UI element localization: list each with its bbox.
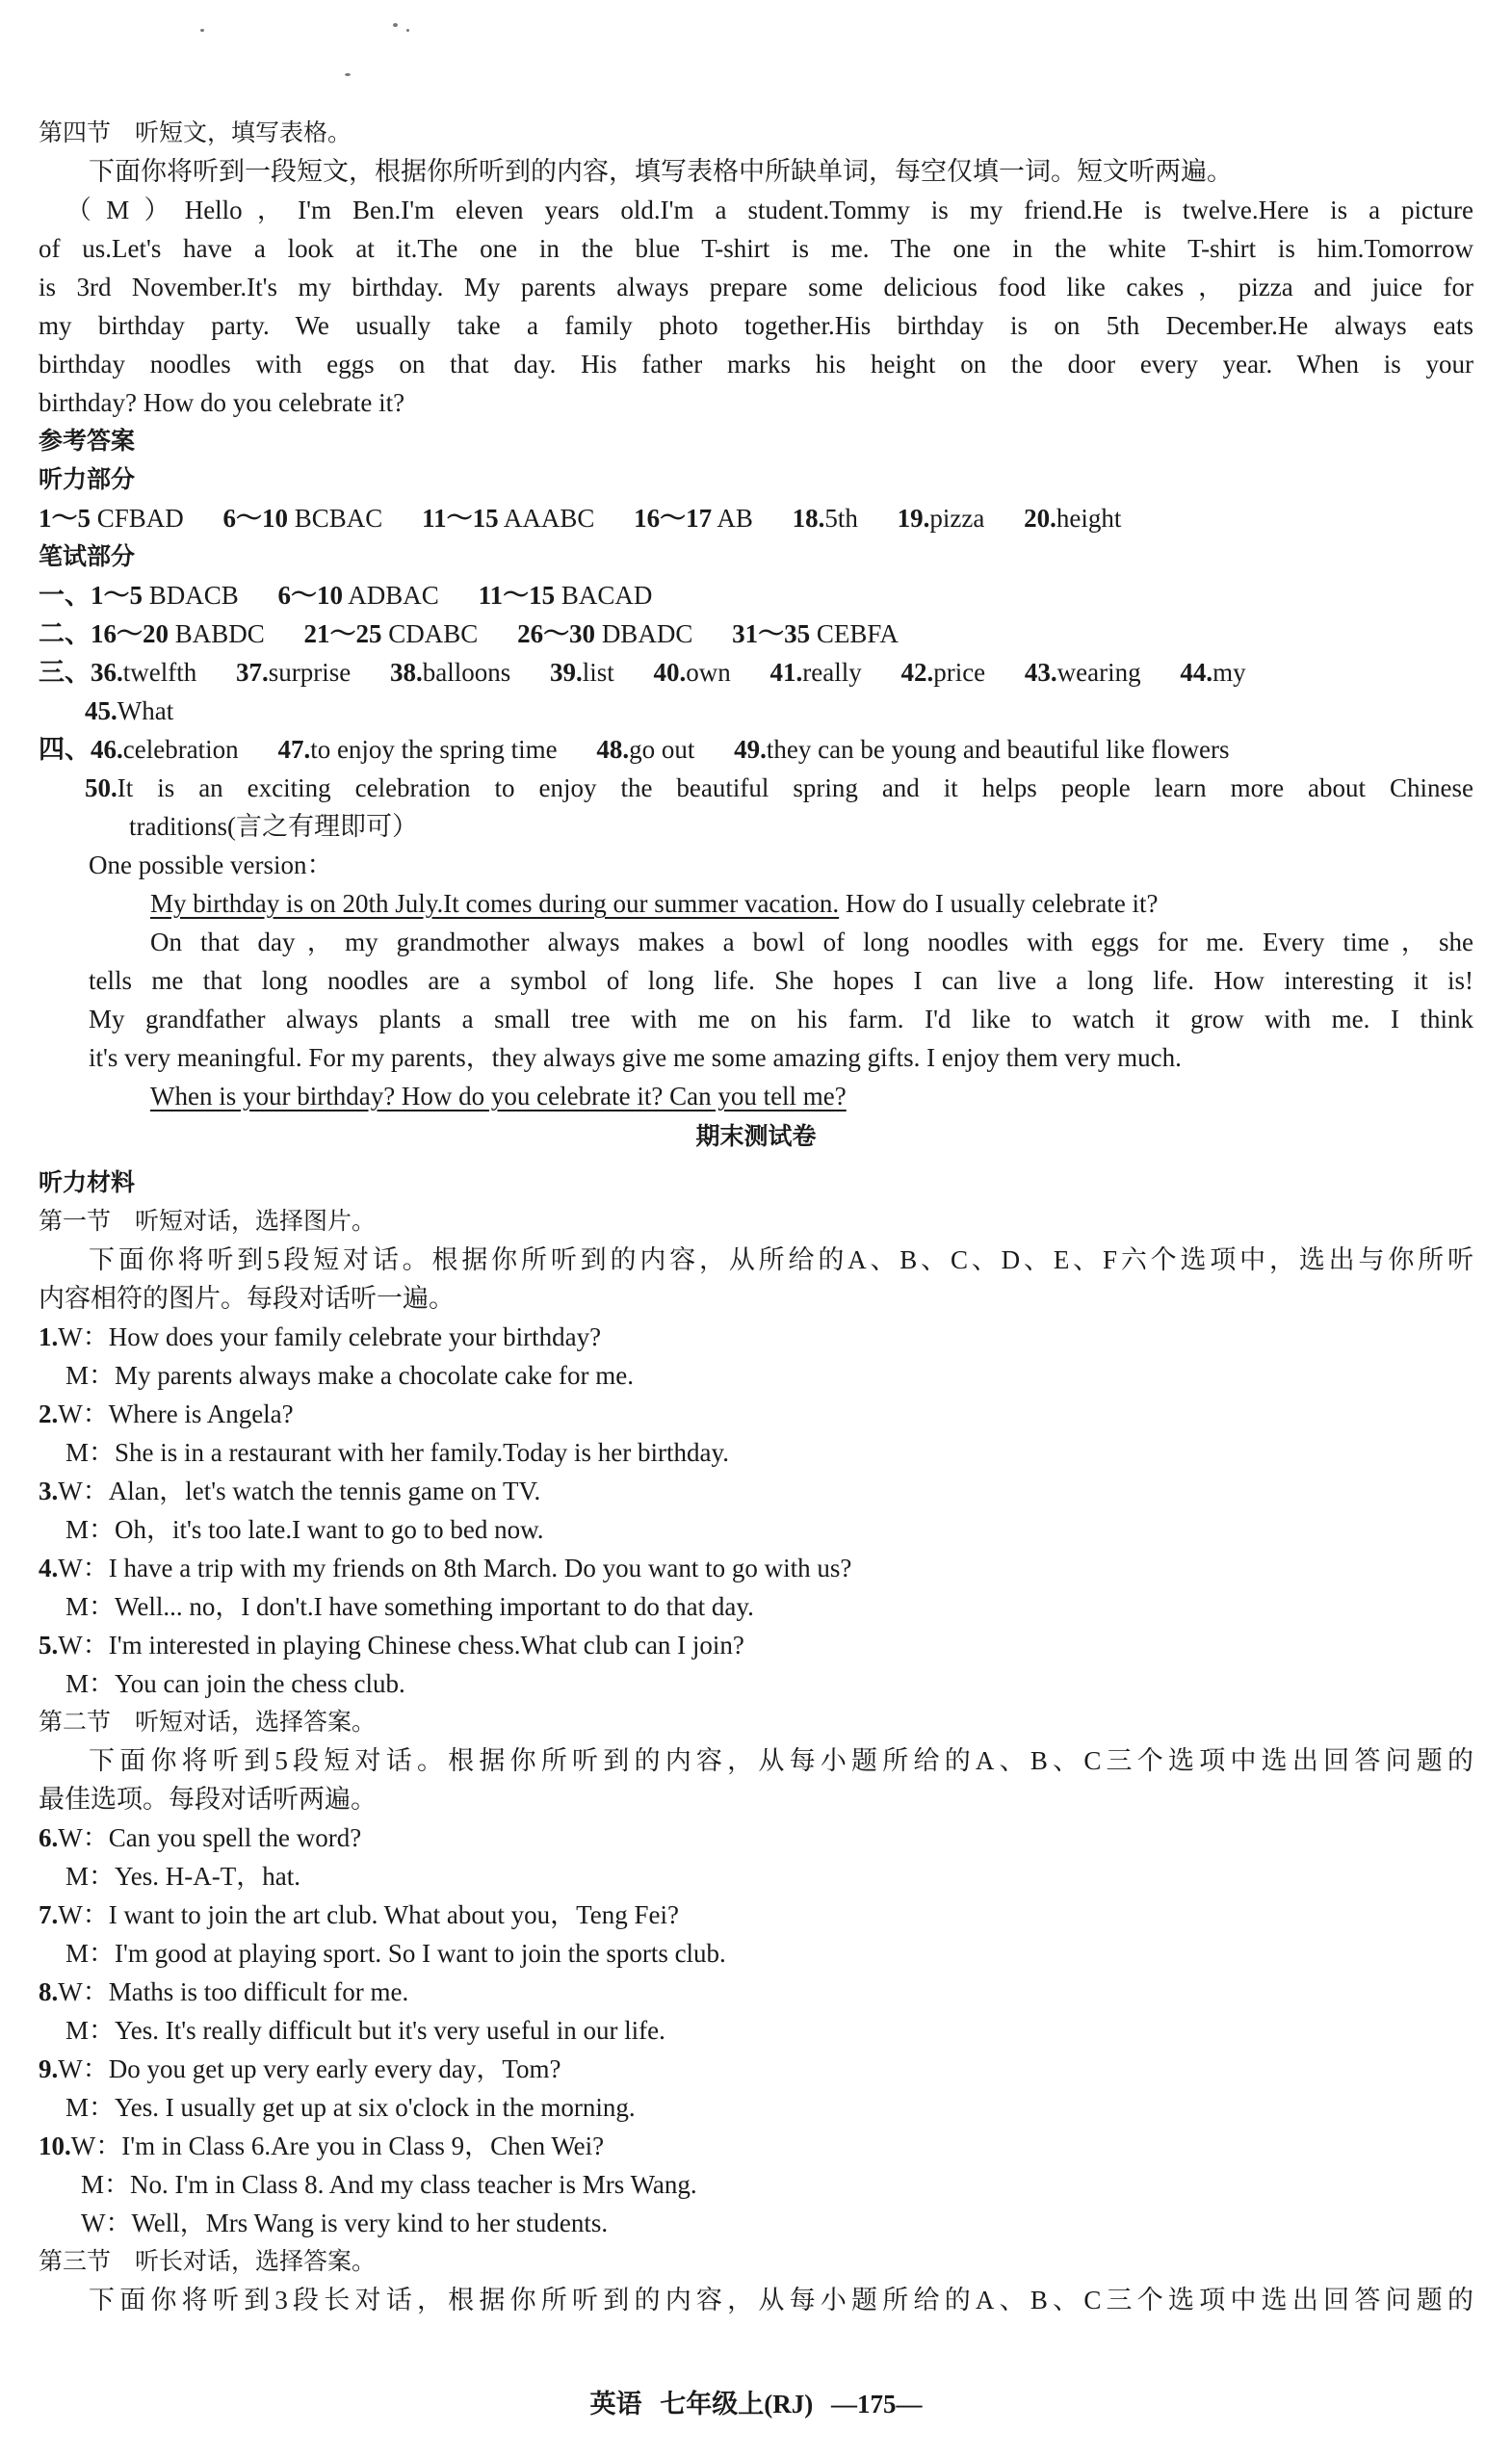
dialogue-line: W：Well，Mrs Wang is very kind to her students. bbox=[81, 2209, 609, 2237]
footer-subject: 英语 bbox=[589, 2390, 642, 2419]
passage-line: birthday? How do you celebrate it? bbox=[39, 388, 405, 417]
instruction-text: 内容相符的图片。每段对话听一遍。 bbox=[39, 1284, 455, 1313]
answer-number: 20. bbox=[1024, 504, 1056, 533]
answer-number: 19. bbox=[897, 504, 930, 533]
answer-value: own bbox=[686, 658, 731, 687]
section-heading: 第三节 听长对话，选择答案。 bbox=[39, 2247, 377, 2275]
answer-value: twelfth bbox=[122, 658, 197, 687]
writing-answers-row bbox=[39, 614, 1473, 653]
dialogue-line: M：No. I'm in Class 8. And my class teacher is Mrs Wang. bbox=[81, 2170, 697, 2199]
answer-number: 42. bbox=[900, 658, 934, 687]
essay-line: On that day，my grandmother always makes a bowl of long noodles with eggs for me. Every time，she bbox=[150, 928, 1473, 956]
answer-number: 43. bbox=[1024, 658, 1057, 687]
writing-answers-row bbox=[85, 769, 1473, 807]
answer-value: DBADC bbox=[601, 619, 693, 648]
underlined-sentence: My birthday is on 20th July.It comes during our summer vacation. bbox=[150, 889, 840, 918]
dialogue-text: W：How does your family celebrate your birthday? bbox=[58, 1322, 602, 1351]
essay-line bbox=[150, 1077, 1473, 1115]
question-number: 2. bbox=[39, 1399, 59, 1428]
essay-line bbox=[150, 884, 1473, 923]
dialogue-line: M：Yes. It's really difficult but it's very useful in our life. bbox=[65, 2016, 665, 2045]
dialogue-text: W：I'm interested in playing Chinese chess.What club can I join? bbox=[58, 1631, 744, 1660]
dialogue-line bbox=[39, 1973, 1473, 2011]
answer-value: What bbox=[117, 696, 174, 725]
passage-line: of us.Let's have a look at it.The one in the blue T-shirt is me. The one in the white T-shirt is him.Tomorrow bbox=[39, 234, 1473, 263]
dialogue-text: W：Do you get up very early every day，Tom? bbox=[58, 2054, 561, 2083]
dialogue-line bbox=[39, 1395, 1473, 1433]
answer-value: go out bbox=[629, 735, 695, 764]
dialogue-line: M：She is in a restaurant with her family.Today is her birthday. bbox=[65, 1438, 729, 1467]
footer-grade: 七年级上(RJ) bbox=[660, 2390, 814, 2419]
essay-sentence: How do I usually celebrate it? bbox=[845, 889, 1159, 918]
answer-number: 45. bbox=[85, 696, 117, 725]
writing-answers-row bbox=[85, 692, 1473, 730]
dialogue-line bbox=[39, 2050, 1473, 2088]
dialogue-line: M：Well... no，I don't.I have something important to do that day. bbox=[65, 1592, 754, 1621]
answer-value: height bbox=[1056, 504, 1122, 533]
dialogue-line: M：My parents always make a chocolate cake for me. bbox=[65, 1361, 635, 1390]
final-test-title: 期末测试卷 bbox=[695, 1122, 817, 1150]
answer-number: 40. bbox=[653, 658, 687, 687]
dialogue-line bbox=[39, 1896, 1473, 1934]
answer-range: 1～5 bbox=[39, 504, 91, 533]
passage-line: is 3rd November.It's my birthday. My parents always prepare some delicious food like cakes，pizza and juice for bbox=[39, 273, 1473, 301]
section-heading: 第二节 听短对话，选择答案。 bbox=[39, 1708, 377, 1736]
writing-answers-row bbox=[39, 576, 1473, 614]
dialogue-line bbox=[39, 1626, 1473, 1664]
answer-value: they can be young and beautiful like flowers bbox=[766, 735, 1230, 764]
dialogue-line bbox=[39, 2127, 1473, 2165]
question-number: 8. bbox=[39, 1977, 59, 2006]
answer-value: BDACB bbox=[148, 581, 239, 610]
passage-line: birthday noodles with eggs on that day. His father marks his height on the door every year. When is your bbox=[39, 350, 1473, 379]
dialogue-text: W：I'm in Class 6.Are you in Class 9，Chen Wei? bbox=[70, 2131, 605, 2160]
dialogue-line: M：Oh，it's too late.I want to go to bed now. bbox=[65, 1515, 544, 1544]
answer-value: It is an exciting celebration to enjoy the beautiful spring and it helps people learn more about Chinese bbox=[117, 773, 1473, 802]
dialogue-line bbox=[39, 1472, 1473, 1510]
sample-essay-label: One possible version： bbox=[89, 850, 333, 879]
answer-number: 47. bbox=[277, 735, 311, 764]
question-number: 3. bbox=[39, 1477, 59, 1505]
page-footer bbox=[0, 2383, 1512, 2420]
answer-number: 39. bbox=[549, 658, 583, 687]
scan-specks bbox=[200, 19, 431, 87]
dialogue-text: W：I want to join the art club. What about you，Teng Fei? bbox=[58, 1900, 679, 1929]
listening-part-heading: 听力部分 bbox=[39, 465, 136, 493]
answer-value: celebration bbox=[122, 735, 239, 764]
answer-value: balloons bbox=[422, 658, 511, 687]
answer-number: 44. bbox=[1180, 658, 1213, 687]
essay-line: My grandfather always plants a small tree with me on his farm. I'd like to watch it grow with me. I think bbox=[89, 1005, 1473, 1033]
dialogue-text: W：Can you spell the word? bbox=[58, 1823, 362, 1852]
answer-value: ADBAC bbox=[348, 581, 439, 610]
answer-number: 48. bbox=[596, 735, 630, 764]
answer-value: CFBAD bbox=[96, 504, 184, 533]
answer-value: list bbox=[582, 658, 614, 687]
listening-material-heading: 听力材料 bbox=[39, 1168, 136, 1196]
answer-range: 11～15 bbox=[422, 504, 499, 533]
dialogue-line: M：You can join the chess club. bbox=[65, 1669, 405, 1698]
dialogue-text: W：Where is Angela? bbox=[58, 1399, 294, 1428]
dialogue-line: M：Yes. I usually get up at six o'clock in the morning. bbox=[65, 2093, 636, 2122]
dialogue-line bbox=[39, 1549, 1473, 1587]
question-number: 1. bbox=[39, 1322, 59, 1351]
question-number: 4. bbox=[39, 1554, 59, 1582]
instruction-text: 下面你将听到一段短文，根据你所听到的内容，填写表格中所缺单词，每空仅填一词。短文听两遍。 bbox=[89, 157, 1233, 186]
answer-value: really bbox=[802, 658, 862, 687]
answer-value: wearing bbox=[1056, 658, 1141, 687]
writing-answers-row bbox=[39, 653, 1473, 692]
answer-value: my bbox=[1212, 658, 1246, 687]
answer-range: 21～25 bbox=[303, 619, 382, 648]
answer-number: 18. bbox=[792, 504, 825, 533]
underlined-sentence: When is your birthday? How do you celebrate it? Can you tell me? bbox=[150, 1082, 847, 1111]
answer-value: surprise bbox=[268, 658, 352, 687]
answer-value: BACAD bbox=[560, 581, 653, 610]
answer-range: 16～17 bbox=[634, 504, 713, 533]
answer-number: 50. bbox=[85, 773, 117, 802]
instruction-text: 下面你将听到5段短对话。根据你所听到的内容，从每小题所给的A、B、C三个选项中选出回答问题的 bbox=[89, 1746, 1473, 1775]
answers-heading: 参考答案 bbox=[39, 427, 136, 455]
answer-range: 11～15 bbox=[478, 581, 556, 610]
dialogue-text: W：Maths is too difficult for me. bbox=[58, 1977, 409, 2006]
answer-number: 38. bbox=[389, 658, 423, 687]
dialogue-line: M：Yes. H-A-T，hat. bbox=[65, 1862, 301, 1891]
answer-range: 6～10 bbox=[222, 504, 289, 533]
section-heading: 第四节 听短文，填写表格。 bbox=[39, 118, 352, 146]
answer-value: pizza bbox=[929, 504, 985, 533]
answer-value: to enjoy the spring time bbox=[310, 735, 558, 764]
answer-range: 26～30 bbox=[517, 619, 596, 648]
instruction-text: 下面你将听到5段短对话。根据你所听到的内容，从所给的A、B、C、D、E、F六个选项中，选出与你所听 bbox=[89, 1245, 1473, 1274]
answer-range: 6～10 bbox=[277, 581, 344, 610]
page-number: —175— bbox=[830, 2390, 923, 2419]
answer-number: 41. bbox=[769, 658, 803, 687]
answer-value: BCBAC bbox=[294, 504, 383, 533]
question-number: 9. bbox=[39, 2054, 59, 2083]
answer-number: 三、36. bbox=[39, 658, 123, 687]
question-number: 5. bbox=[39, 1631, 59, 1660]
essay-line: it's very meaningful. For my parents，they always give me some amazing gifts. I enjoy them very much. bbox=[89, 1043, 1182, 1072]
instruction-text: 下面你将听到3段长对话，根据你所听到的内容，从每小题所给的A、B、C三个选项中选出回答问题的 bbox=[89, 2286, 1473, 2314]
passage-line: （M）Hello，I'm Ben.I'm eleven years old.I'm a student.Tommy is my friend.He is twelve.Here is a picture bbox=[65, 196, 1473, 224]
question-number: 6. bbox=[39, 1823, 59, 1852]
answer-number: 四、46. bbox=[39, 735, 123, 764]
answer-number: 37. bbox=[235, 658, 269, 687]
writing-part-heading: 笔试部分 bbox=[39, 542, 136, 570]
answer-value: BABDC bbox=[174, 619, 265, 648]
dialogue-line bbox=[39, 1318, 1473, 1356]
question-number: 10. bbox=[39, 2131, 71, 2160]
answer-continuation: traditions(言之有理即可） bbox=[129, 812, 418, 841]
answer-value: CDABC bbox=[388, 619, 479, 648]
passage-line: my birthday party. We usually take a family photo together.His birthday is on 5th December.He always eats bbox=[39, 311, 1473, 340]
answer-value: AAABC bbox=[503, 504, 595, 533]
dialogue-text: W：Alan，let's watch the tennis game on TV. bbox=[58, 1477, 541, 1505]
instruction-text: 最佳选项。每段对话听两遍。 bbox=[39, 1785, 377, 1814]
answer-value: AB bbox=[717, 504, 753, 533]
writing-answers-row bbox=[39, 730, 1473, 769]
answer-value: 5th bbox=[824, 504, 858, 533]
answer-range: 一、1～5 bbox=[39, 581, 143, 610]
listening-answers bbox=[39, 499, 1473, 537]
answer-number: 49. bbox=[734, 735, 767, 764]
question-number: 7. bbox=[39, 1900, 59, 1929]
dialogue-line bbox=[39, 1818, 1473, 1857]
dialogue-line: M：I'm good at playing sport. So I want to join the sports club. bbox=[65, 1939, 726, 1968]
answer-range: 31～35 bbox=[732, 619, 811, 648]
essay-line: tells me that long noodles are a symbol of long life. She hopes I can live a long life. How interesting it is! bbox=[89, 966, 1473, 995]
answer-value: CEBFA bbox=[816, 619, 899, 648]
dialogue-text: W：I have a trip with my friends on 8th March. Do you want to go with us? bbox=[58, 1554, 852, 1582]
answer-value: price bbox=[933, 658, 986, 687]
answer-range: 二、16～20 bbox=[39, 619, 169, 648]
section-heading: 第一节 听短对话，选择图片。 bbox=[39, 1207, 377, 1235]
